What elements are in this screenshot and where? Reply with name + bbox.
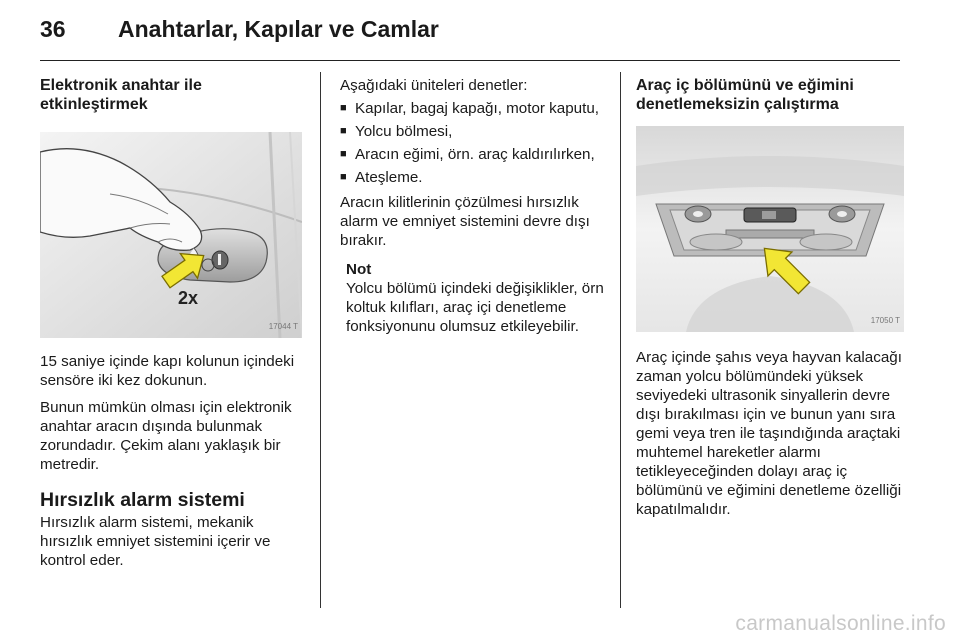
- bullet-icon: ■: [340, 102, 347, 114]
- page-title: Anahtarlar, Kapılar ve Camlar: [118, 16, 439, 42]
- overhead-console-image: [636, 126, 904, 332]
- disable-monitoring-paragraph: Araç içinde şahıs veya hayvan kalacağı zaman yolcu bölümündeki yüksek seviyedeki ultrasonik sinyallerin devre dışı bırakılması için ve bunun yanı sıra gemi veya tren ile taşındığında araçtaki muhtemel hareketler alarmı tetikleyeceğinden dolayı araç iç bölümünü ve eğimini denetleme özelliği kapatılmalıdır.: [636, 349, 902, 518]
- figure-code: 17044 T: [268, 322, 298, 331]
- heading-line-1: Elektronik anahtar ile: [40, 77, 202, 94]
- bullet-icon: ■: [340, 171, 347, 183]
- list-item: ■ Yolcu bölmesi,: [340, 123, 453, 140]
- column-right: [636, 76, 904, 527]
- monitored-units-list: [340, 99, 608, 187]
- column-divider-2: [620, 72, 621, 608]
- figure-code: 17050 T: [870, 316, 900, 325]
- heading-line-2: denetlemeksizin çalıştırma: [636, 96, 839, 113]
- note-title: Not: [346, 261, 372, 278]
- instruction-paragraph: 15 saniye içinde kapı kolunun içindeki sensöre iki kez dokunun.: [40, 353, 295, 389]
- page-number: 36: [40, 16, 66, 42]
- list-item: ■ Kapılar, bagaj kapağı, motor kaputu,: [340, 100, 600, 117]
- bullet-icon: ■: [340, 148, 347, 160]
- monitored-intro: Aşağıdaki üniteleri denetler:: [340, 77, 528, 94]
- section-heading-electronic-key: [40, 76, 302, 114]
- watermark: carmanualsonline.info: [735, 612, 946, 635]
- heading-line-1: Araç iç bölümünü ve eğimini: [636, 77, 854, 94]
- bullet-icon: ■: [340, 125, 347, 137]
- range-paragraph: Bunun mümkün olması için elektronik anahtar aracın dışında bulunmak zorundadır. Çekim alanı yaklaşık bir metredir.: [40, 399, 292, 473]
- section-heading-disable-monitoring: [636, 76, 904, 114]
- column-divider-1: [320, 72, 321, 608]
- heading-line-2: etkinleştirmek: [40, 96, 148, 113]
- column-left: [40, 76, 302, 578]
- header-divider: [40, 60, 900, 61]
- alarm-paragraph: Hırsızlık alarm sistemi, mekanik hırsızlık emniyet sistemini içerir ve kontrol eder.: [40, 514, 271, 569]
- column-middle: [340, 76, 608, 336]
- door-handle-illustration: [40, 132, 302, 338]
- note-box: [340, 260, 608, 336]
- list-item: ■ Aracın eğimi, örn. araç kaldırılırken,: [340, 146, 595, 163]
- hand-on-door-handle-image: [40, 132, 302, 338]
- double-tap-label: 2x: [178, 288, 199, 308]
- section-heading-alarm: Hırsızlık alarm sistemi: [40, 489, 245, 511]
- page-header: [40, 16, 920, 48]
- note-text: Yolcu bölümü içindeki değişiklikler, örn koltuk kılıfları, araç içi denetleme fonksiyonunu olumsuz etkileyebilir.: [346, 280, 604, 335]
- list-item: ■ Ateşleme.: [340, 169, 423, 186]
- roof-console-illustration: [636, 126, 904, 332]
- unlock-paragraph: Aracın kilitlerinin çözülmesi hırsızlık alarm ve emniyet sistemini devre dışı bırakır.: [340, 194, 590, 249]
